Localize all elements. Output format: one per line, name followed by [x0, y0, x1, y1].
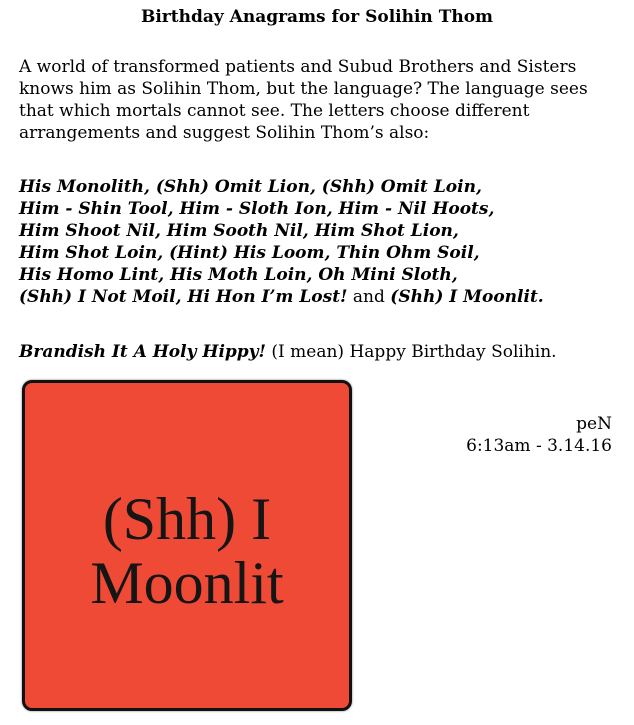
anagram-tile-image: [22, 380, 352, 711]
signature: [466, 413, 612, 457]
closing-line: [19, 341, 629, 363]
signature-timestamp: 6:13am - 3.14.16: [466, 436, 612, 456]
closing-plain: (I mean) Happy Birthday Solihin.: [266, 342, 557, 362]
anagram-line: Him Shot Loin, (Hint) His Loom, Thin Ohm Soil,: [19, 243, 480, 263]
anagram-line: His Monolith, (Shh) Omit Lion, (Shh) Omit Loin,: [19, 177, 482, 197]
tile-text: [90, 487, 283, 615]
anagram-line-last: [19, 286, 629, 308]
signature-name: peN: [576, 414, 612, 434]
tile-line-1: (Shh) I: [102, 485, 272, 552]
anagram-line: Him - Shin Tool, Him - Sloth Ion, Him - Nil Hoots,: [19, 199, 495, 219]
anagram-list: [19, 176, 629, 308]
anagram-connector: and: [347, 287, 391, 307]
intro-paragraph: A world of transformed patients and Subud Brothers and Sisters knows him as Solihin Thom, but the language? The language sees that which mortals cannot see. The letters choose different arrangements and suggest Solihin Thom’s also:: [19, 57, 588, 143]
anagram-line: His Homo Lint, His Moth Loin, Oh Mini Sloth,: [19, 265, 458, 285]
closing-bold: Brandish It A Holy Hippy!: [19, 342, 267, 362]
anagram-last-part2: (Shh) I Moonlit.: [390, 287, 544, 307]
anagram-line: Him Shoot Nil, Him Sooth Nil, Him Shot Lion,: [19, 221, 459, 241]
tile-line-2: Moonlit: [90, 549, 284, 616]
anagram-last-part1: (Shh) I Not Moil, Hi Hon I’m Lost!: [19, 287, 348, 307]
page-title: Birthday Anagrams for Solihin Thom: [140, 7, 494, 27]
